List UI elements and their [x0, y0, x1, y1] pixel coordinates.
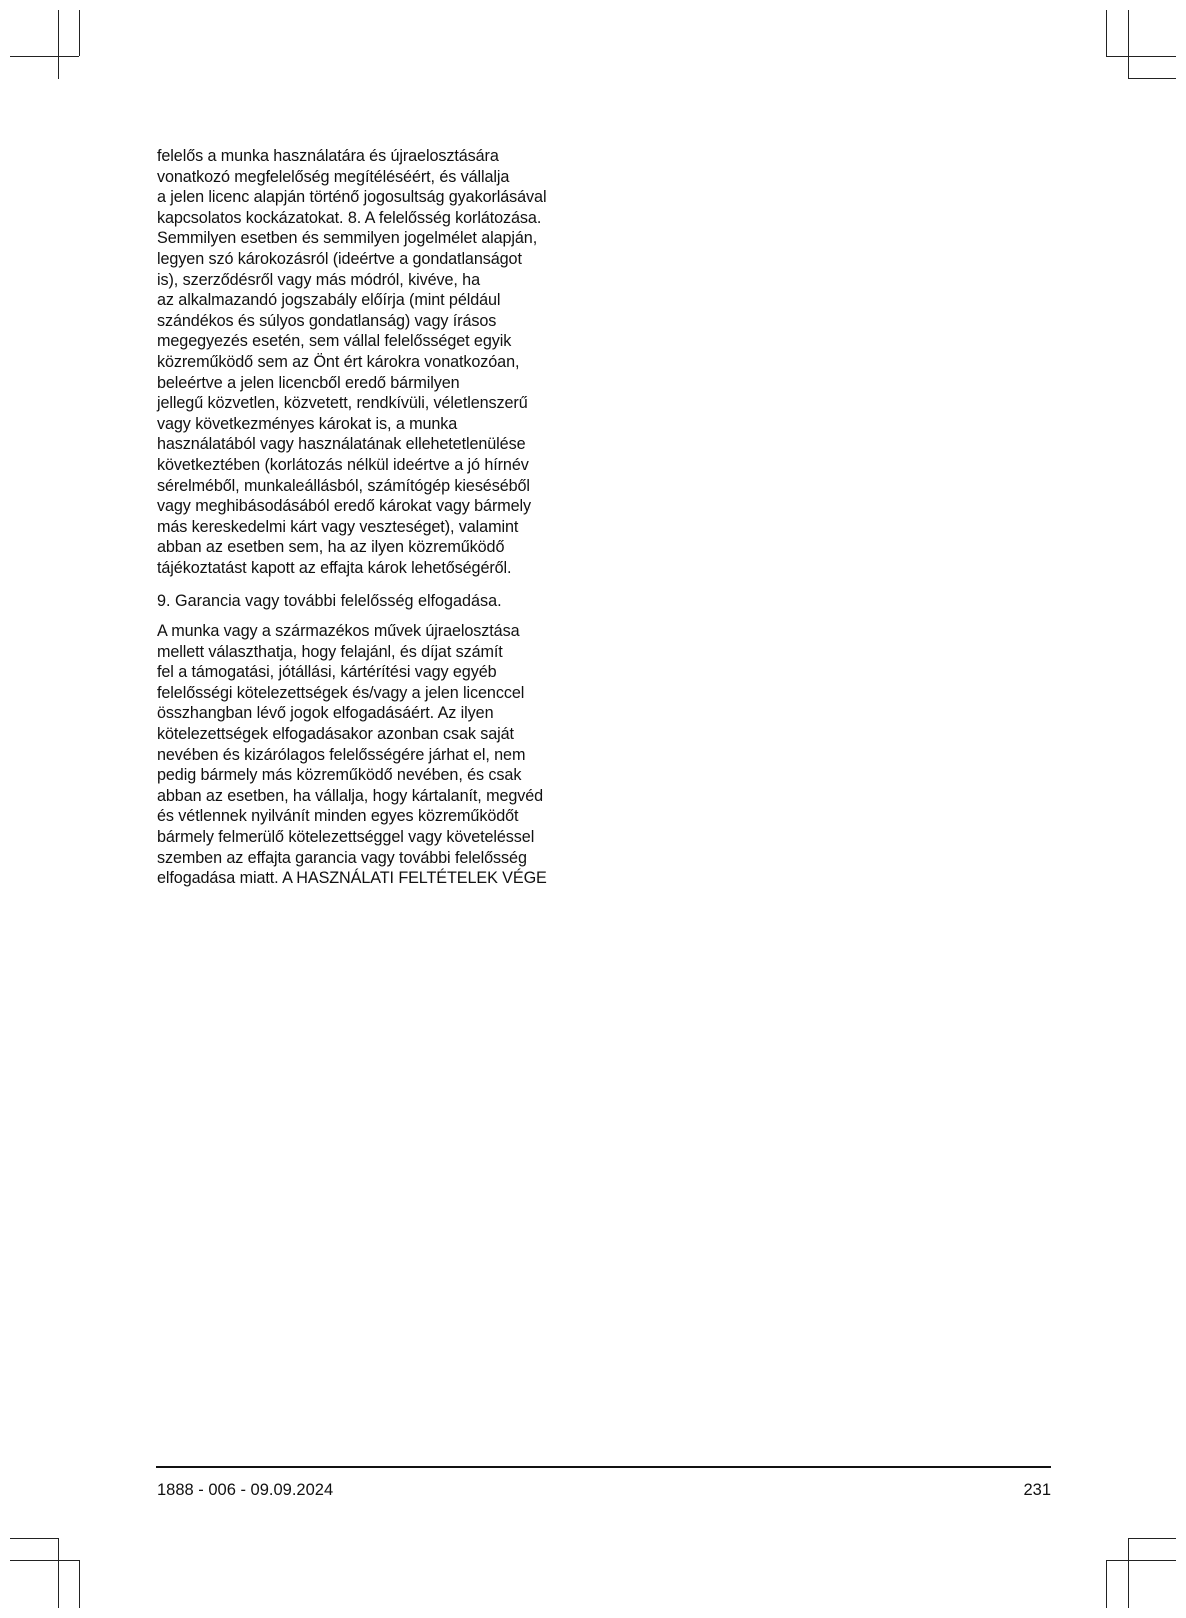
- text-line: közreműködő sem az Önt ért károkra vonatkozóan,: [157, 352, 520, 371]
- crop-mark-bottom-left-horizontal-inner: [10, 1560, 80, 1561]
- text-line: felelős a munka használatára és újraelosztására: [157, 147, 499, 165]
- text-line: fel a támogatási, jótállási, kártérítési vagy egyéb: [157, 663, 497, 682]
- footer-rule: [156, 1466, 1051, 1468]
- text-line: legyen szó károkozásról (ideértve a gondatlanságot: [157, 249, 522, 268]
- text-line: mellett választhatja, hogy felajánl, és díjat számít: [157, 642, 503, 661]
- crop-mark-bottom-left-vertical: [58, 1538, 59, 1608]
- paragraph-liability-limitation: [157, 146, 597, 578]
- crop-mark-top-left-horizontal-inner: [58, 78, 59, 79]
- section-heading: 9. Garancia vagy további felelősség elfogadása.: [157, 592, 502, 611]
- crop-mark-top-right-vertical: [1106, 10, 1107, 56]
- crop-mark-top-right-horizontal: [1106, 56, 1176, 57]
- crop-mark-top-left-horizontal: [10, 56, 79, 57]
- text-line: és vétlennek nyilvánít minden egyes közreműködőt: [157, 807, 519, 826]
- text-line: bármely felmerülő kötelezettséggel vagy követeléssel: [157, 828, 535, 846]
- body-text: [157, 146, 597, 889]
- text-line: vagy meghibásodásából eredő károkat vagy bármely: [157, 497, 532, 516]
- text-line: vagy következményes károkat is, a munka: [157, 414, 458, 433]
- text-line: szándékos és súlyos gondatlanság) vagy írásos: [157, 311, 497, 330]
- text-line: abban az esetben sem, ha az ilyen közreműködő: [157, 538, 505, 557]
- crop-mark-top-left-vertical-inner: [79, 10, 80, 56]
- page-number: 231: [1023, 1481, 1051, 1499]
- text-line: az alkalmazandó jogszabály előírja (mint például: [157, 291, 501, 310]
- crop-mark-bottom-left-horizontal: [10, 1538, 59, 1539]
- text-line: tájékoztatást kapott az effajta károk lehetőségéről.: [157, 558, 512, 577]
- text-line: szemben az effajta garancia vagy további felelősség: [157, 848, 527, 867]
- text-line: jellegű közvetlen, közvetett, rendkívüli, véletlenszerű: [157, 394, 528, 413]
- text-line: A munka vagy a származékos művek újraelosztása: [157, 622, 520, 641]
- crop-mark-bottom-left-vertical-inner: [79, 1560, 80, 1608]
- text-line: beleértve a jelen licencből eredő bármilyen: [157, 373, 460, 392]
- crop-mark-top-right-horizontal-inner: [1128, 78, 1176, 79]
- text-line: sérelméből, munkaleállásból, számítógép kieséséből: [157, 476, 530, 495]
- text-line: Semmilyen esetben és semmilyen jogelmélet alapján,: [157, 229, 538, 248]
- text-line: vonatkozó megfelelőség megítéléséért, és vállalja: [157, 167, 510, 186]
- crop-mark-bottom-right-vertical-inner: [1128, 1538, 1129, 1608]
- text-line: pedig bármely más közreműködő nevében, és csak: [157, 766, 522, 785]
- crop-mark-bottom-right-vertical: [1106, 1560, 1107, 1608]
- text-line: elfogadása miatt. A HASZNÁLATI FELTÉTELEK VÉGE: [157, 869, 547, 888]
- footer-doc-code: 1888 - 006 - 09.09.2024: [157, 1481, 334, 1499]
- text-line: abban az esetben, ha vállalja, hogy kártalanít, megvéd: [157, 786, 544, 805]
- text-line: megegyezés esetén, sem vállal felelősséget egyik: [157, 332, 512, 351]
- paragraph-warranty: [157, 621, 597, 889]
- text-line: a jelen licenc alapján történő jogosultság gyakorlásával: [157, 188, 547, 207]
- text-line: is), szerződésről vagy más módról, kivéve, ha: [157, 270, 480, 289]
- crop-mark-top-right-vertical-inner: [1128, 10, 1129, 78]
- text-line: más kereskedelmi kárt vagy veszteséget), valamint: [157, 517, 519, 536]
- text-line: használatából vagy használatának ellehetetlenülése: [157, 435, 526, 454]
- text-line: kötelezettségek elfogadásakor azonban csak saját: [157, 725, 514, 744]
- text-line: kapcsolatos kockázatokat. 8. A felelősség korlátozása.: [157, 208, 542, 227]
- text-line: nevében és kizárólagos felelősségére járhat el, nem: [157, 745, 526, 764]
- crop-mark-bottom-right-horizontal: [1128, 1538, 1176, 1539]
- text-line: következtében (korlátozás nélkül ideértve a jó hírnév: [157, 455, 529, 474]
- text-line: felelősségi kötelezettségek és/vagy a jelen licenccel: [157, 683, 525, 702]
- crop-mark-bottom-right-horizontal-inner: [1106, 1560, 1176, 1561]
- text-line: összhangban lévő jogok elfogadásáért. Az ilyen: [157, 704, 494, 723]
- crop-mark-top-left-vertical: [58, 10, 59, 78]
